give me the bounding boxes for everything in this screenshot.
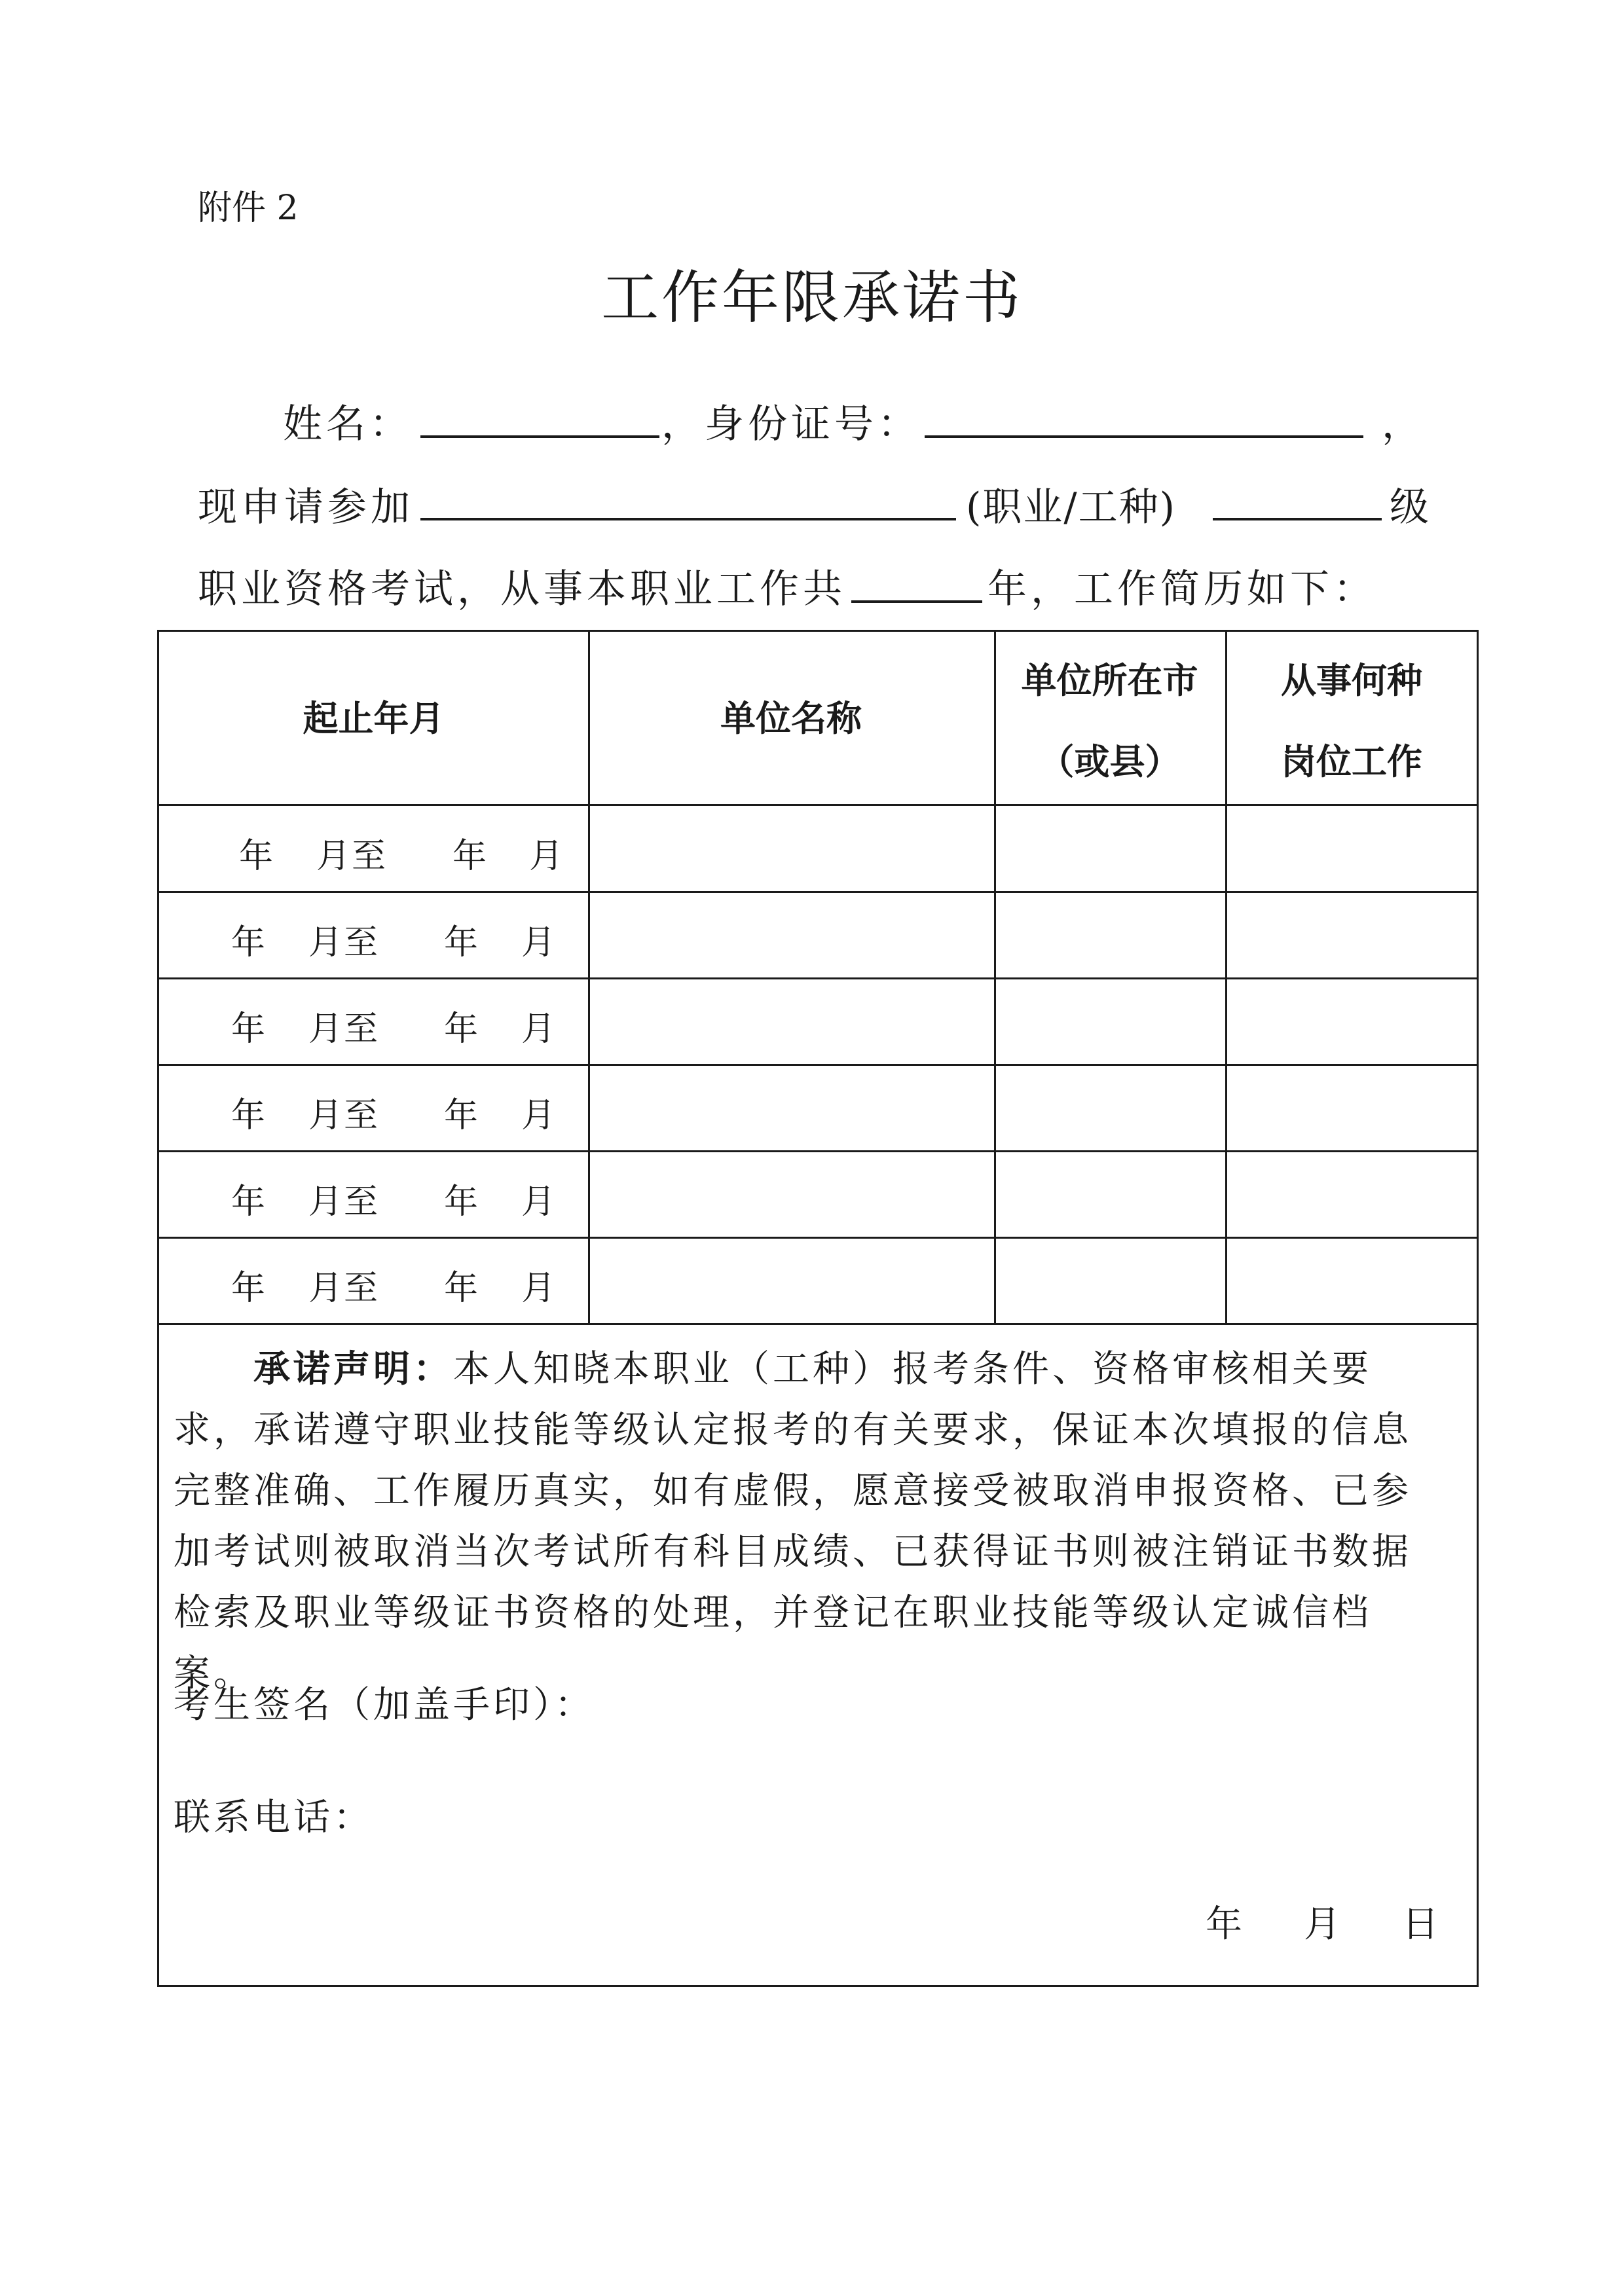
row6-start-month: 月至 bbox=[308, 1269, 380, 1308]
row3-end-month: 月 bbox=[521, 1010, 557, 1049]
name-field[interactable] bbox=[420, 435, 659, 438]
level-field[interactable] bbox=[1213, 518, 1382, 520]
signature-label: 考生签名（加盖手印）： bbox=[174, 1684, 595, 1726]
years-field[interactable] bbox=[851, 600, 982, 603]
name-label: 姓名： bbox=[283, 401, 413, 447]
exam-prefix: 职业资格考试，从事本职业工作共 bbox=[198, 566, 846, 612]
row6-start-year: 年 bbox=[231, 1269, 267, 1308]
row6-end-month: 月 bbox=[521, 1269, 557, 1308]
occupation-field[interactable] bbox=[420, 518, 956, 520]
line1-comma: ， bbox=[1382, 401, 1425, 447]
date-month: 月 bbox=[1304, 1903, 1344, 1946]
date-year: 年 bbox=[1206, 1903, 1246, 1946]
row4-end-year: 年 bbox=[444, 1096, 480, 1135]
occupation-label: (职业/工种) bbox=[966, 484, 1177, 530]
header-job-line2: 岗位工作 bbox=[1281, 741, 1422, 782]
row6-end-year: 年 bbox=[444, 1269, 480, 1308]
date-day: 日 bbox=[1402, 1903, 1442, 1946]
row5-end-month: 月 bbox=[521, 1182, 557, 1222]
row2-start-month: 月至 bbox=[308, 923, 380, 962]
declaration-heading: 承诺声明： bbox=[253, 1348, 453, 1391]
header-period: 起止年月 bbox=[303, 698, 445, 739]
row5-end-year: 年 bbox=[444, 1182, 480, 1222]
phone-label: 联系电话： bbox=[174, 1796, 373, 1839]
row2-end-month: 月 bbox=[521, 923, 557, 962]
header-city-line1: 单位所在市 bbox=[1021, 660, 1198, 701]
header-job-line1: 从事何种 bbox=[1281, 660, 1422, 701]
row5-start-year: 年 bbox=[231, 1182, 267, 1222]
row4-start-year: 年 bbox=[231, 1096, 267, 1135]
level-suffix: 级 bbox=[1390, 484, 1433, 530]
row2-start-year: 年 bbox=[231, 923, 267, 962]
row2-end-year: 年 bbox=[444, 923, 480, 962]
resume-intro: 年，工作简历如下： bbox=[987, 566, 1376, 612]
row1-end-year: 年 bbox=[452, 837, 489, 876]
work-history-table bbox=[157, 630, 1479, 1987]
row3-start-month: 月至 bbox=[308, 1010, 380, 1049]
id-number-label: ，身份证号： bbox=[661, 401, 921, 447]
row1-end-month: 月 bbox=[529, 837, 565, 876]
attachment-label: 附件 2 bbox=[198, 189, 299, 228]
id-number-field[interactable] bbox=[925, 435, 1363, 438]
apply-prefix: 现申请参加 bbox=[198, 484, 414, 530]
row1-start-month: 月至 bbox=[316, 837, 388, 876]
header-city-line2: （或县） bbox=[1039, 741, 1181, 782]
declaration-body: 本人知晓本职业（工种）报考条件、资格审核相关要求，承诺遵守职业技能等级认定报考的有关要求，保证本次填报的信息完整准确、工作履历真实，如有虚假，愿意接受被取消申报资格、已参加考试则被取消当次考试所有科目成绩、已获得证书则被注销证书数据检索及职业等级证书资格的处理，并登记在职业技能等级认定诚信档案。 bbox=[174, 1348, 1412, 1695]
row4-start-month: 月至 bbox=[308, 1096, 380, 1135]
header-unit-name: 单位名称 bbox=[720, 698, 862, 739]
declaration-text bbox=[174, 1339, 1450, 1704]
document-title: 工作年限承诺书 bbox=[600, 264, 1023, 331]
row5-start-month: 月至 bbox=[308, 1182, 380, 1222]
row3-start-year: 年 bbox=[231, 1010, 267, 1049]
row4-end-month: 月 bbox=[521, 1096, 557, 1135]
row3-end-year: 年 bbox=[444, 1010, 480, 1049]
row1-start-year: 年 bbox=[239, 837, 275, 876]
